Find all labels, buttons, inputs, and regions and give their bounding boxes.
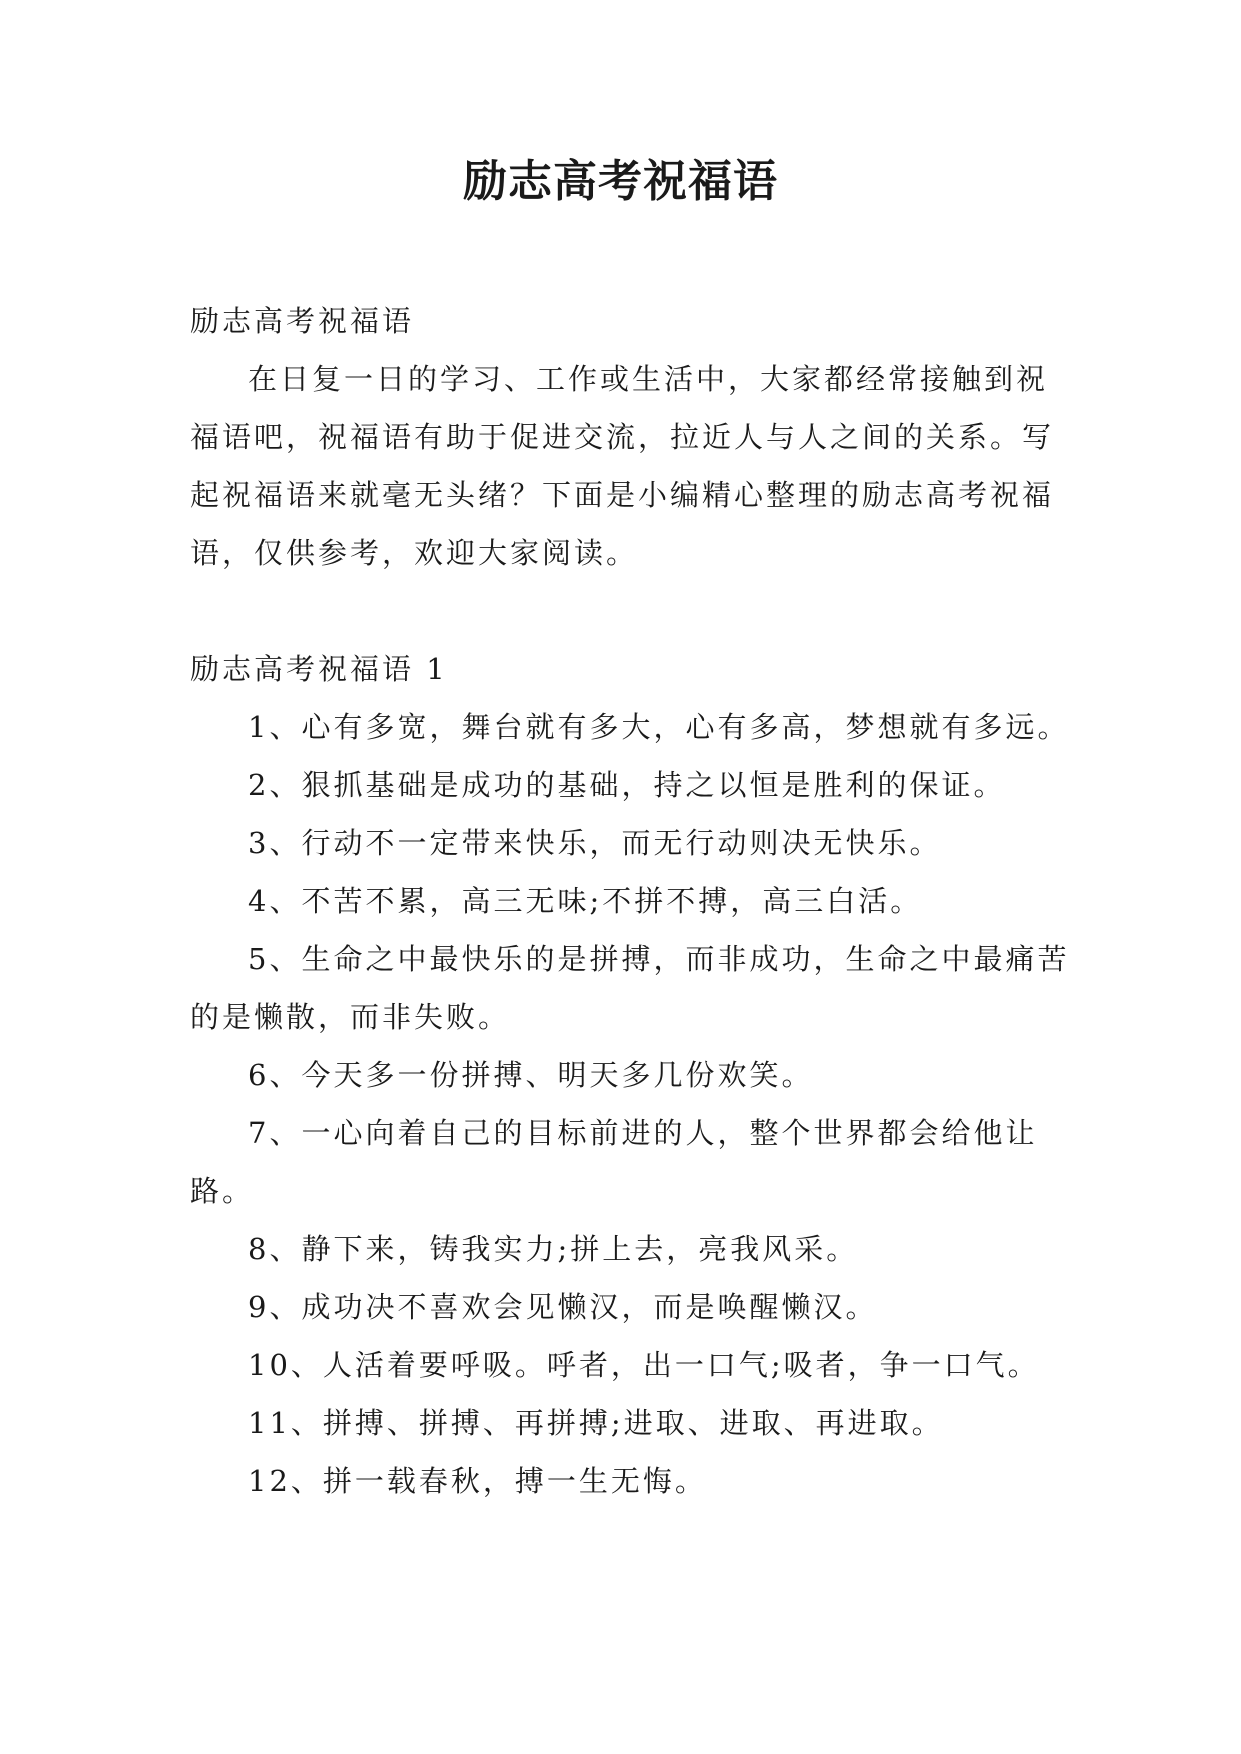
list-item: 3、行动不一定带来快乐，而无行动则决无快乐。 <box>248 826 942 860</box>
document-title: 励志高考祝福语 <box>463 156 778 207</box>
list-item: 4、不苦不累，高三无味;不拼不搏，高三白活。 <box>248 884 923 918</box>
section-heading: 励志高考祝福语 1 <box>190 652 448 686</box>
list-item: 1、心有多宽，舞台就有多大，心有多高，梦想就有多远。 <box>248 710 1070 744</box>
list-item: 11、拼搏、拼搏、再拼搏;进取、进取、再进取。 <box>248 1406 944 1440</box>
intro-paragraph: 在日复一日的学习、工作或生活中，大家都经常接触到祝福语吧，祝福语有助于促进交流，拉近人与人之间的关系。写起祝福语来就毫无头绪？下面是小编精心整理的励志高考祝福语，仅供参考，欢迎大家阅读。 <box>190 362 1055 570</box>
list-item: 5、生命之中最快乐的是拼搏，而非成功，生命之中最痛苦的是懒散，而非失败。 <box>190 942 1070 1034</box>
spacer <box>190 582 1070 640</box>
list-item: 12、拼一载春秋，搏一生无悔。 <box>248 1464 707 1498</box>
list-item: 10、人活着要呼吸。呼者，出一口气;吸者，争一口气。 <box>248 1348 1040 1382</box>
list-item: 7、一心向着自己的目标前进的人，整个世界都会给他让路。 <box>190 1116 1038 1208</box>
document-body <box>190 292 1070 1510</box>
list-item: 9、成功决不喜欢会见懒汉，而是唤醒懒汉。 <box>248 1290 878 1324</box>
list-item: 2、狠抓基础是成功的基础，持之以恒是胜利的保证。 <box>248 768 1006 802</box>
list-item: 8、静下来，铸我实力;拼上去，亮我风采。 <box>248 1232 859 1266</box>
subtitle: 励志高考祝福语 <box>190 304 415 338</box>
list-item: 6、今天多一份拼搏、明天多几份欢笑。 <box>248 1058 814 1092</box>
